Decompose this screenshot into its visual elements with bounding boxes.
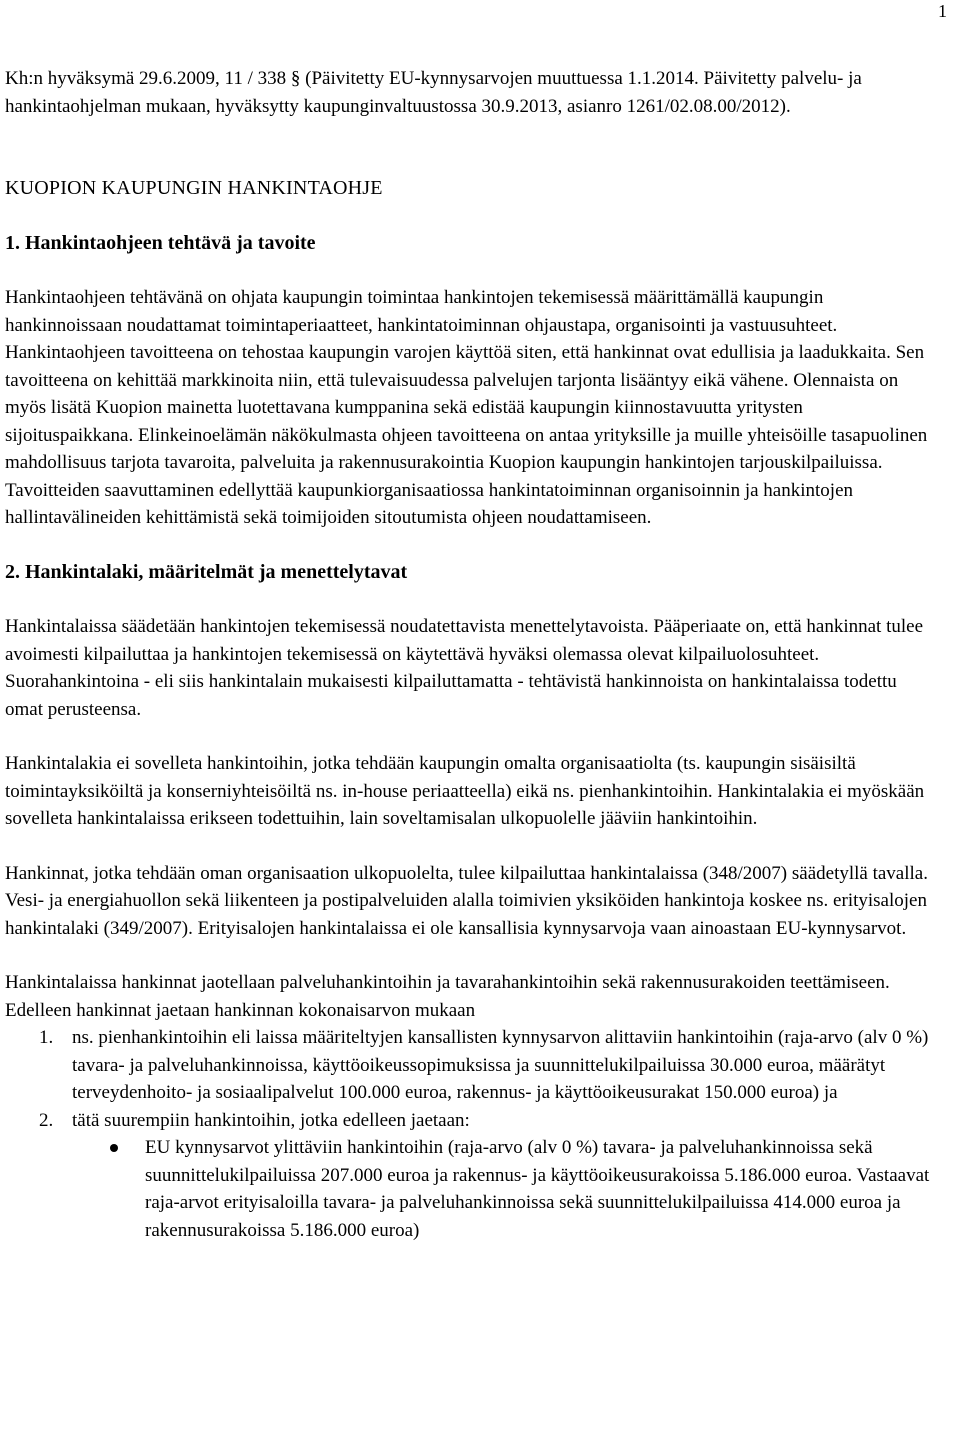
list-item-text: ns. pienhankintoihin eli laissa määriteltyjen kansallisten kynnysarvon alittaviin hankintoihin (raja-arvo (alv 0 %) tavara- ja palveluhankinnoissa, käyttöoikeussopimuksissa ja suunnittelukilpailuissa 30.000 euroa, määrätyt terveydenhoito- ja sosiaalipalvelut 100.000 euroa, rakennus- ja käyttöoikeusurakat 150.000 euroa) ja [72,1027,929,1103]
section-2-paragraph-3: Hankinnat, jotka tehdään oman organisaation ulkopuolelta, tulee kilpailuttaa hankintalaissa (348/2007) säädetyllä tavalla. Vesi- ja energiahuollon sekä liikenteen ja postipalveluiden alalla toimivien yksiköiden hankintoja koskee ns. erityisalojen hankintalaki (349/2007). Erityisalojen hankintalaissa ei ole kansallisia kynnysarvoja vaan ainoastaan EU-kynnysarvot. [5,862,928,939]
list-item [5,1024,930,1107]
header-note: Kh:n hyväksymä 29.6.2009, 11 / 338 § (Päivitetty EU-kynnysarvojen muuttuessa 1.1.2014. Päivitetty palvelu- ja hankintaohjelman mukaan, hyväksytty kaupunginvaltuustossa 30.9.2013, asianro 1261/02.08.00/2012). [5,68,862,117]
bullet-text: EU kynnysarvot ylittäviin hankintoihin (raja-arvo (alv 0 %) tavara- ja palveluhankinnoissa sekä suunnittelukilpailuissa 207.000 euroa ja rakennus- ja käyttöoikeusurakoissa 5.186.000 euroa. Vastaavat raja-arvot erityisaloilla tavara- ja palveluhankinnoissa sekä suunnittelukilpailuissa 414.000 euroa ja rakennusurakoissa 5.186.000 euroa) [145,1137,930,1241]
section-2-paragraph-4: Hankintalaissa hankinnat jaotellaan palveluhankintoihin ja tavarahankintoihin sekä rakennusurakoiden teettämiseen. Edelleen hankinnat jaetaan hankinnan kokonaisarvon mukaan [5,972,890,1021]
document-title: KUOPION KAUPUNGIN HANKINTAOHJE [5,177,383,199]
list-marker: 1. [39,1027,54,1048]
section-2-paragraph-1: Hankintalaissa säädetään hankintojen tekemisessä noudatettavista menettelytavoista. Pääperiaate on, että hankinnat tulee avoimesti kilpailuttaa ja hankintojen tekemisessä on käytettävä hyväksi olemassa olevat kilpailuolosuhteet. Suorahankintoina - eli siis hankintalain mukaisesti kilpailuttamatta - tehtävistä hankinnoista on hankintalaissa todettu omat perusteensa. [5,616,924,720]
section-1-paragraph: Hankintaohjeen tehtävänä on ohjata kaupungin toimintaa hankintojen tekemisessä määrittämällä kaupungin hankinnoissaan noudattamat toimintaperiaatteet, hankintatoiminnan ohjaustapa, organisointi ja vastuusuhteet. Hankintaohjeen tavoitteena on tehostaa kaupungin varojen käyttöä siten, että hankinnat ovat edullisia ja laadukkaita. Sen tavoitteena on kehittää markkinoita niin, että tulevaisuudessa palvelujen tarjonta lisääntyy eikä vähene. Olennaista on myös lisätä Kuopion mainetta luotettavana kumppanina sekä edistää kaupungin kiinnostavuutta yritysten sijoituspaikkana. Elinkeinoelämän näkökulmasta ohjeen tavoitteena on antaa yrityksille ja muille yhteisöille tasapuolinen mahdollisuus tarjota tavaroita, palveluita ja rakennusurakointia Kuopion kaupungin hankintojen tarjouskilpailuissa. Tavoitteiden saavuttaminen edellyttää kaupunkiorganisaatiossa hankintatoiminnan organisoinnin ja hankintojen hallintavälineiden kehittämistä sekä toimijoiden sitoutumista ohjeen noudattamiseen. [5,287,928,528]
document-body [5,65,930,1244]
bullet-icon [110,1144,118,1152]
section-2-paragraph-2: Hankintalakia ei sovelleta hankintoihin, jotka tehdään kaupungin omalta organisaatiolta (ts. kaupungin sisäisiltä toimintayksiköiltä ja konserniyhteisöiltä ns. in-house periaatteella) eikä ns. pienhankintoihin. Hankintalakia ei myöskään sovelleta hankintalaissa erikseen todettuihin, lain soveltamisalan ulkopuolelle jääviin hankintoihin. [5,753,925,829]
list-item-text: tätä suurempiin hankintoihin, jotka edelleen jaetaan: [72,1109,470,1131]
section-2-heading: 2. Hankintalaki, määritelmät ja menettelytavat [5,560,408,583]
list-item [5,1107,930,1135]
threshold-list [5,1024,930,1134]
eu-threshold-bullets [5,1134,930,1244]
list-marker: 2. [39,1109,54,1131]
page-number: 1 [938,1,947,21]
bullet-item [5,1134,930,1244]
section-1-heading: 1. Hankintaohjeen tehtävä ja tavoite [5,231,316,254]
